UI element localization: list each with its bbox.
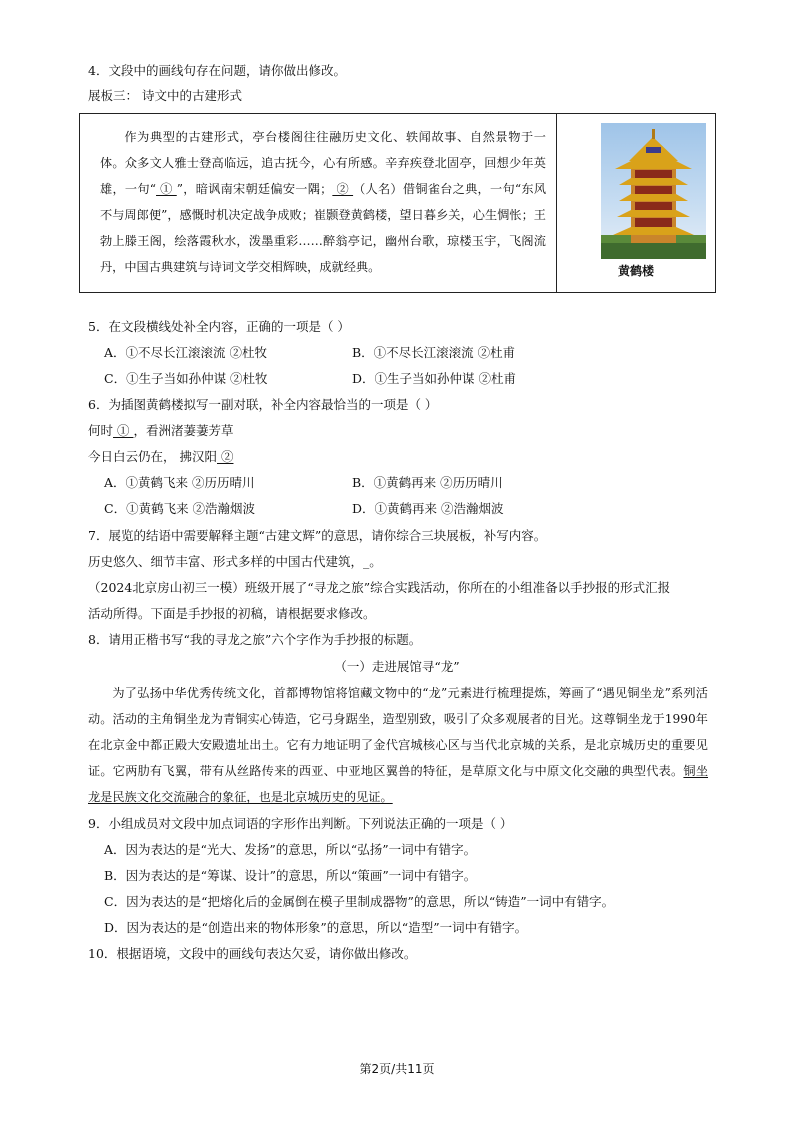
passage-box: [79, 113, 716, 293]
page-footer: 第2页/共11页: [359, 1062, 435, 1076]
question-10: 10．根据语境，文段中的画线句表达欠妥，请你做出修改。: [88, 946, 417, 961]
passage-underlined-sentence: 铜坐龙是民族文化交流融合的象征，也是北京城历史的见证。: [88, 764, 709, 804]
image-caption: 黄鹤楼: [617, 264, 654, 278]
q9-option-c: C．因为表达的是“把熔化后的金属倒在模子里制成器物”的意思，所以“铸造”一词中有错字。: [104, 894, 615, 909]
q5-option-d: D．①生子当如孙仲谋 ②杜甫: [352, 371, 516, 386]
question-7-stem: 7．展览的结语中需要解释主题“古建文辉”的意思，请你综合三块展板，补写内容。: [88, 528, 547, 543]
question-8: 8．请用正楷书写“我的寻龙之旅”六个字作为手抄报的标题。: [88, 632, 422, 647]
intro-line-2: 活动所得。下面是手抄报的初稿，请根据要求修改。: [88, 606, 376, 621]
couplet-1-b: ，看洲渚萋萋芳草: [133, 423, 234, 438]
q9-option-a: A．因为表达的是“光大、发扬”的意思，所以“弘扬”一词中有错字。: [104, 842, 477, 857]
question-4: 4．文段中的画线句存在问题，请你做出修改。: [88, 63, 346, 78]
box-passage: [100, 124, 546, 280]
couplet-1-a: 何时: [88, 423, 114, 438]
question-7-line: 历史悠久、细节丰富、形式多样的中国古代建筑，_。: [88, 554, 382, 569]
box-text-a: 作为典型的古建形式，亭台楼阁往往融历史文化、轶闻故事、自然景物于一体。众多文人雅士登高临远，追古抚今，心有所感。辛弃疾登北固亭，回想少年英雄，一句“: [100, 130, 546, 196]
question-6-stem: 6．为插图黄鹤楼拟写一副对联，补全内容最恰当的一项是（ ）: [88, 397, 438, 412]
blank-2: ②: [332, 182, 354, 196]
couplet-line-2: [88, 448, 233, 466]
q9-option-b: B．因为表达的是“筹谋、设计”的意思，所以“策画”一词中有错字。: [104, 868, 477, 883]
couplet-blank-1: ①: [113, 423, 134, 438]
yellow-crane-tower-image: [601, 123, 706, 259]
q9-option-d: D．因为表达的是“创造出来的物体形象”的意思，所以“造型”一词中有错字。: [104, 920, 528, 935]
q6-option-a: A．①黄鹤飞来 ②历历晴川: [104, 475, 255, 490]
question-5-stem: 5．在文段横线处补全内容，正确的一项是（ ）: [88, 319, 350, 334]
board-3-title: 展板三： 诗文中的古建形式: [88, 88, 242, 103]
box-text-b: ”，暗讽南宋朝廷偏安一隅；: [176, 182, 333, 196]
couplet-blank-2: ②: [216, 449, 234, 464]
q5-option-a: A．①不尽长江滚滚流 ②杜牧: [104, 345, 268, 360]
couplet-2-a: 今日白云仍在， 拂汉阳: [88, 449, 217, 464]
box-text-c: （人名）借铜雀台之典，一句“东风不与周郎便”，感慨时机决定战争成败；崔颢登黄鹤楼，望日暮乡关，心生惆怅；王勃上滕王阁，绘落霞秋水，泼墨重彩……醉翁亭记，幽州台歌，琼楼玉宇，飞阁流丹，中国古典建筑与诗词文学交相辉映，成就经典。: [100, 182, 547, 274]
couplet-line-1: [88, 422, 233, 440]
dragon-passage: [88, 680, 708, 810]
tower-illustration: [601, 123, 706, 259]
q6-option-c: C．①黄鹤飞来 ②浩瀚烟波: [104, 501, 256, 516]
q5-option-b: B．①不尽长江滚滚流 ②杜甫: [352, 345, 516, 360]
question-9-stem: 9．小组成员对文段中加点词语的字形作出判断。下列说法正确的一项是（ ）: [88, 816, 513, 831]
section-title: （一）走进展馆寻“龙”: [334, 659, 460, 674]
passage-text: 为了弘扬中华优秀传统文化，首都博物馆将馆藏文物中的“龙”元素进行梳理提炼，筹画了“遇见铜坐龙”系列活动。活动的主角铜坐龙为青铜实心铸造，它弓身踞坐，造型别致，吸引了众多观展者的目光。这尊铜坐龙于1990年在北京金中都正殿大安殿遗址出土。它有力地证明了金代宫城核心区与当代北京城的关系，是北京城历史的重要见证。它两肋有飞翼，带有从丝路传来的西亚、中亚地区翼兽的特征，是草原文化与中原文化交融的典型代表。: [88, 686, 708, 778]
q6-option-b: B．①黄鹤再来 ②历历晴川: [352, 475, 503, 490]
q6-option-d: D．①黄鹤再来 ②浩瀚烟波: [352, 501, 504, 516]
blank-1: ①: [156, 182, 177, 196]
q5-option-c: C．①生子当如孙仲谋 ②杜牧: [104, 371, 268, 386]
intro-line-1: （2024北京房山初三一模）班级开展了“寻龙之旅”综合实践活动，你所在的小组准备以手抄报的形式汇报: [88, 580, 671, 595]
